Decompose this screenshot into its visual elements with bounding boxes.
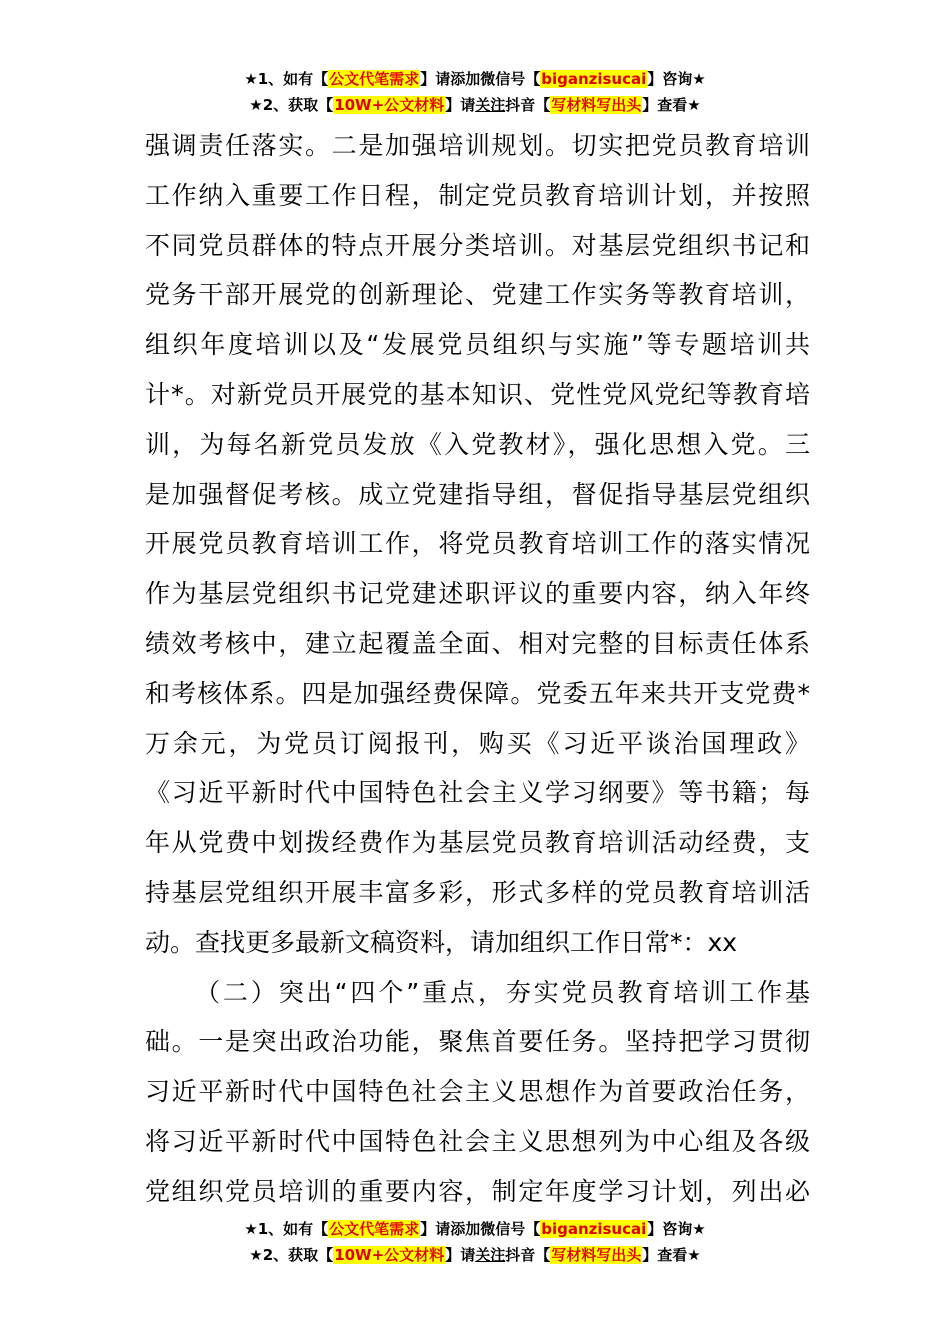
banner-line-1 bbox=[0, 66, 950, 92]
banner-highlight: 写材料写出头 bbox=[551, 1246, 642, 1264]
body-line: 将习近平新时代中国特色社会主义思想列为中心组及各级 bbox=[145, 1126, 810, 1156]
body-line: 党务干部开展党的创新理论、党建工作实务等教育培训， bbox=[145, 280, 810, 310]
body-line: 计*。对新党员开展党的基本知识、党性党风党纪等教育培 bbox=[145, 379, 810, 409]
body-line: 《习近平新时代中国特色社会主义学习纲要》等书籍；每 bbox=[145, 778, 810, 808]
body-line: 是加强督促考核。成立党建指导组，督促指导基层党组织 bbox=[145, 479, 810, 509]
banner-text: 】请添加微信号【 bbox=[420, 1220, 541, 1238]
body-line: 持基层党组织开展丰富多彩，形式多样的党员教育培训活 bbox=[145, 877, 810, 907]
banner-text: 】请添加微信号【 bbox=[420, 70, 541, 88]
body-line: 不同党员群体的特点开展分类培训。对基层党组织书记和 bbox=[145, 230, 810, 260]
body-line: 和考核体系。四是加强经费保障。党委五年来共开支党费* bbox=[145, 678, 810, 708]
document-body bbox=[145, 121, 810, 1217]
body-line: 础。一是突出政治功能，聚焦首要任务。坚持把学习贯彻 bbox=[145, 1027, 810, 1057]
section-heading-line: （二）突出“四个”重点，夯实党员教育培训工作基 bbox=[195, 977, 810, 1007]
body-line: 训，为每名新党员发放《入党教材》，强化思想入党。三 bbox=[145, 429, 810, 459]
banner-highlight: 公文代笔需求 bbox=[329, 1220, 420, 1238]
banner-underlined-text: 关注 bbox=[475, 96, 506, 114]
footer-banner bbox=[0, 1216, 950, 1268]
banner-text: 】请 bbox=[445, 1246, 476, 1264]
banner-line-2 bbox=[0, 1242, 950, 1268]
banner-highlight: 10W+公文材料 bbox=[334, 96, 445, 114]
banner-text: 】查看★ bbox=[642, 96, 701, 114]
banner-text: ★2、获取【 bbox=[249, 96, 334, 114]
banner-text: 】咨询★ bbox=[647, 70, 706, 88]
body-line: 工作纳入重要工作日程，制定党员教育培训计划，并按照 bbox=[145, 180, 810, 210]
banner-text: 抖音【 bbox=[505, 96, 551, 114]
banner-text: ★1、如有【 bbox=[244, 1220, 329, 1238]
header-banner bbox=[0, 66, 950, 118]
body-line: 党组织党员培训的重要内容，制定年度学习计划，列出必 bbox=[145, 1176, 810, 1206]
banner-text: ★2、获取【 bbox=[249, 1246, 334, 1264]
banner-highlight: 10W+公文材料 bbox=[334, 1246, 445, 1264]
banner-text: 】咨询★ bbox=[647, 1220, 706, 1238]
body-line: 强调责任落实。二是加强培训规划。切实把党员教育培训 bbox=[145, 131, 810, 160]
banner-line-1 bbox=[0, 1216, 950, 1242]
banner-text: 抖音【 bbox=[505, 1246, 551, 1264]
body-line: 组织年度培训以及“发展党员组织与实施”等专题培训共 bbox=[145, 330, 810, 360]
body-line: 年从党费中划拨经费作为基层党员教育培训活动经费，支 bbox=[145, 828, 810, 858]
body-line: 习近平新时代中国特色社会主义思想作为首要政治任务， bbox=[145, 1077, 810, 1107]
body-line-paragraph-end: 动。查找更多最新文稿资料，请加组织工作日常*：xx bbox=[145, 927, 738, 957]
wechat-id-highlight: biganzisucai bbox=[541, 1220, 647, 1238]
banner-text: 】查看★ bbox=[642, 1246, 701, 1264]
banner-text: ★1、如有【 bbox=[244, 70, 329, 88]
body-line: 作为基层党组织书记党建述职评议的重要内容，纳入年终 bbox=[145, 579, 810, 609]
banner-highlight: 公文代笔需求 bbox=[329, 70, 420, 88]
banner-line-2 bbox=[0, 92, 950, 118]
body-line: 万余元，为党员订阅报刊，购买《习近平谈治国理政》 bbox=[145, 728, 810, 758]
banner-highlight: 写材料写出头 bbox=[551, 96, 642, 114]
banner-text: 】请 bbox=[445, 96, 476, 114]
wechat-id-highlight: biganzisucai bbox=[541, 70, 647, 88]
body-line: 绩效考核中，建立起覆盖全面、相对完整的目标责任体系 bbox=[145, 628, 810, 658]
body-line: 开展党员教育培训工作，将党员教育培训工作的落实情况 bbox=[145, 529, 810, 559]
banner-underlined-text: 关注 bbox=[475, 1246, 506, 1264]
